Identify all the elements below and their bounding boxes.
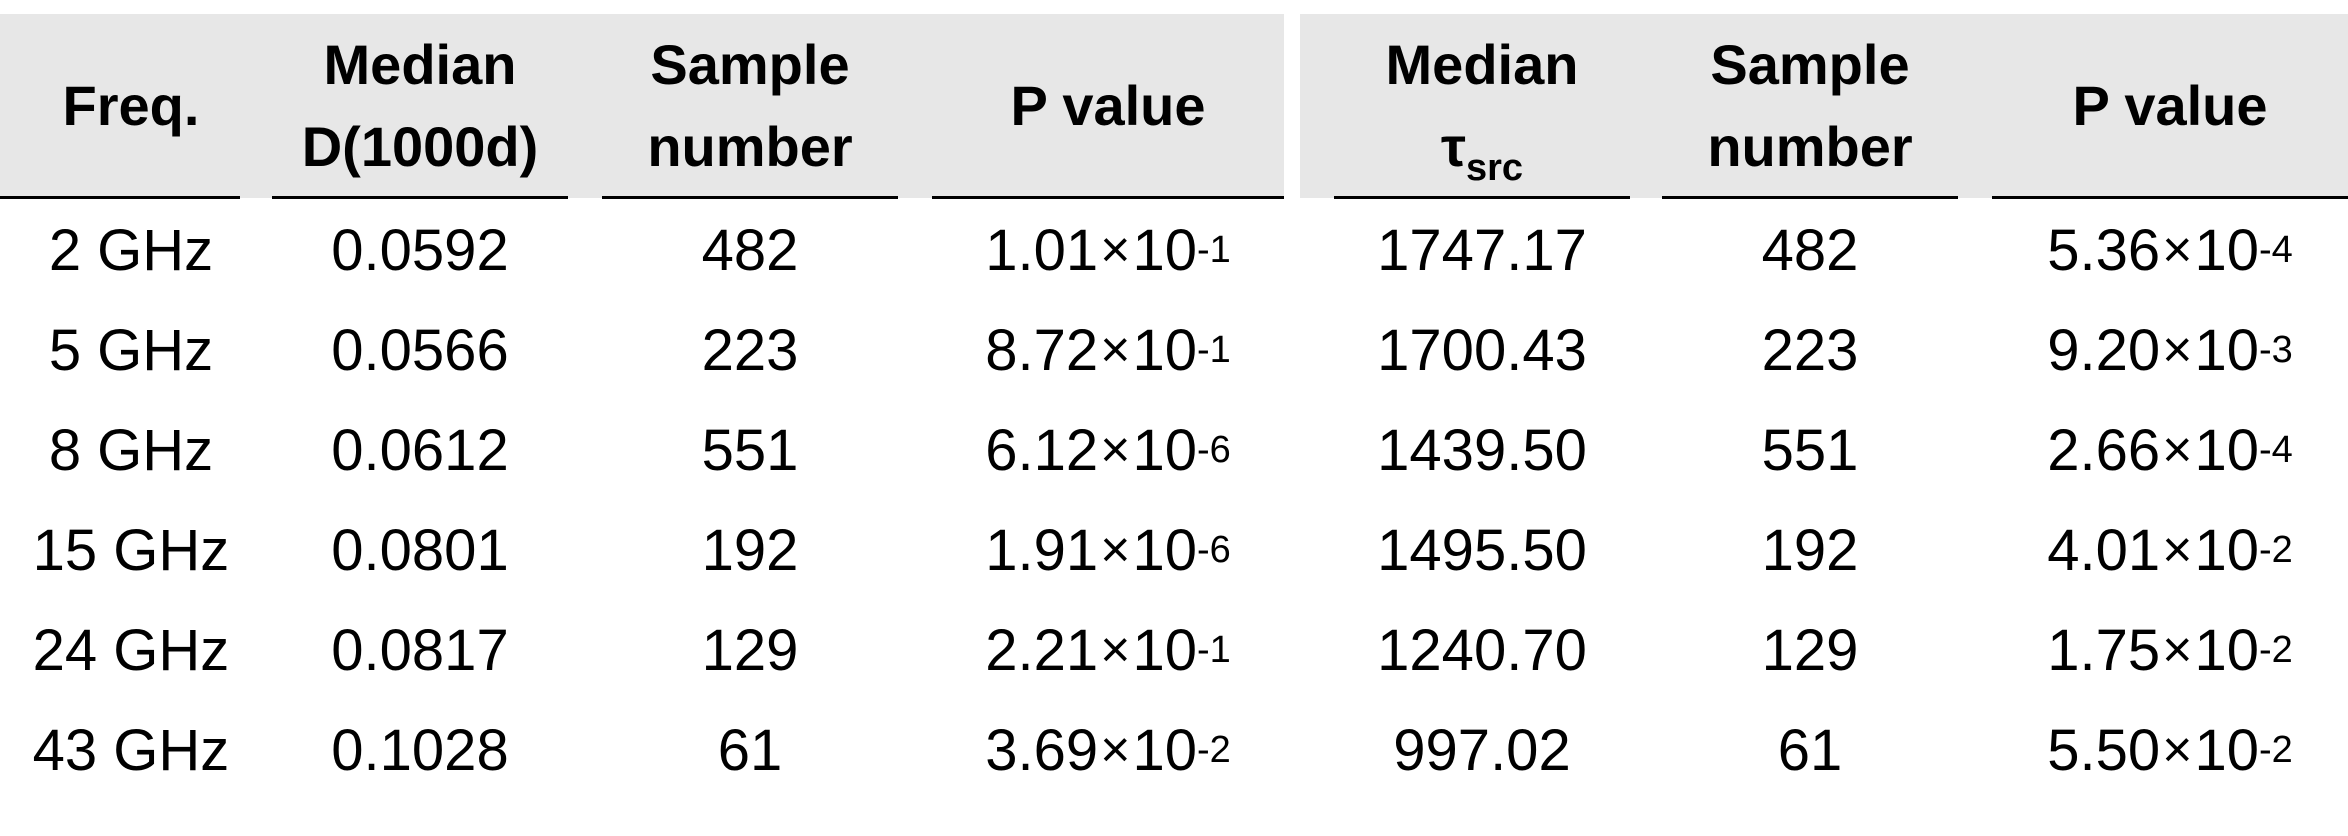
cell-p-right: 9.20 × 10 -3 — [2047, 317, 2293, 383]
cell-p-left: 2.21 × 10 -1 — [985, 617, 1231, 683]
p-mantissa: 3.69 — [985, 717, 1099, 783]
rule-sample-right — [1662, 196, 1958, 199]
header-sample-left — [602, 14, 898, 198]
cell-p-right: 5.36 × 10 -4 — [2047, 217, 2293, 283]
p-base: 10 — [2194, 217, 2259, 283]
times-sign: × — [2162, 621, 2193, 679]
times-sign: × — [1100, 321, 1131, 379]
cell-p-right: 5.50 × 10 -2 — [2047, 717, 2293, 783]
cell-sample-left: 551 — [701, 417, 799, 483]
times-sign: × — [1100, 521, 1131, 579]
times-sign: × — [1100, 221, 1131, 279]
p-mantissa: 1.91 — [985, 517, 1099, 583]
header-sample-right-line-2: number — [1707, 115, 1913, 178]
times-sign: × — [1100, 721, 1131, 779]
header-sample-right — [1662, 14, 1958, 198]
cell-median-tau: 1439.50 — [1377, 417, 1587, 483]
p-mantissa: 1.75 — [2047, 617, 2161, 683]
cell-p-right: 2.66 × 10 -4 — [2047, 417, 2293, 483]
cell-median-tau: 1747.17 — [1377, 217, 1587, 283]
cell-p-left: 8.72 × 10 -1 — [985, 317, 1231, 383]
cell-sample-left: 482 — [701, 217, 799, 283]
cell-freq: 8 GHz — [48, 417, 214, 483]
p-mantissa: 4.01 — [2047, 517, 2161, 583]
header-median-tau — [1334, 14, 1630, 198]
cell-median-d: 0.0566 — [331, 317, 509, 383]
table-row — [0, 300, 2348, 400]
cell-sample-left: 223 — [701, 317, 799, 383]
times-sign: × — [2162, 521, 2193, 579]
p-mantissa: 8.72 — [985, 317, 1099, 383]
cell-sample-left: 192 — [701, 517, 799, 583]
table-row — [0, 400, 2348, 500]
cell-median-d: 0.0592 — [331, 217, 509, 283]
cell-median-d: 0.1028 — [331, 717, 509, 783]
header-sample-right-line-1: Sample — [1710, 33, 1910, 96]
header-sample-left-line-2: number — [647, 115, 853, 178]
times-sign: × — [2162, 221, 2193, 279]
table-row — [0, 200, 2348, 300]
p-mantissa: 6.12 — [985, 417, 1099, 483]
header-median-tau-line-1: Median — [1385, 33, 1579, 96]
header-sample-left-line-1: Sample — [650, 33, 850, 96]
table-row — [0, 600, 2348, 700]
cell-median-tau: 1240.70 — [1377, 617, 1587, 683]
cell-median-tau: 1700.43 — [1377, 317, 1587, 383]
rule-sample-left — [602, 196, 898, 199]
p-base: 10 — [1132, 417, 1197, 483]
cell-sample-right: 482 — [1761, 217, 1859, 283]
p-mantissa: 5.50 — [2047, 717, 2161, 783]
p-mantissa: 2.21 — [985, 617, 1099, 683]
cell-freq: 5 GHz — [48, 317, 214, 383]
p-mantissa: 1.01 — [985, 217, 1099, 283]
rule-median-d — [272, 196, 568, 199]
cell-freq: 2 GHz — [48, 217, 214, 283]
p-base: 10 — [2194, 717, 2259, 783]
cell-p-left: 1.91 × 10 -6 — [985, 517, 1231, 583]
cell-sample-right: 551 — [1761, 417, 1859, 483]
cell-freq: 24 GHz — [32, 617, 230, 683]
cell-median-d: 0.0817 — [331, 617, 509, 683]
p-base: 10 — [1132, 217, 1197, 283]
header-median-d — [272, 14, 568, 198]
cell-median-tau: 997.02 — [1393, 717, 1571, 783]
cell-freq: 43 GHz — [32, 717, 230, 783]
header-median-d-line-2: D(1000d) — [301, 115, 539, 178]
times-sign: × — [2162, 421, 2193, 479]
header-p-right-line-1: P value — [2072, 74, 2268, 137]
p-mantissa: 5.36 — [2047, 217, 2161, 283]
cell-median-tau: 1495.50 — [1377, 517, 1587, 583]
p-base: 10 — [1132, 717, 1197, 783]
cell-sample-right: 61 — [1777, 717, 1843, 783]
cell-sample-right: 192 — [1761, 517, 1859, 583]
cell-freq: 15 GHz — [32, 517, 230, 583]
header-p-left — [932, 14, 1284, 198]
cell-sample-left: 129 — [701, 617, 799, 683]
cell-sample-left: 61 — [717, 717, 783, 783]
header-freq-line-1: Freq. — [62, 74, 200, 137]
rule-p-right — [1992, 196, 2348, 199]
header-p-left-line-1: P value — [1010, 74, 1206, 137]
cell-p-left: 6.12 × 10 -6 — [985, 417, 1231, 483]
times-sign: × — [2162, 321, 2193, 379]
rule-freq — [0, 196, 240, 199]
p-mantissa: 9.20 — [2047, 317, 2161, 383]
tau-symbol: τ — [1440, 115, 1466, 178]
cell-median-d: 0.0801 — [331, 517, 509, 583]
table-row — [0, 500, 2348, 600]
cell-p-right: 4.01 × 10 -2 — [2047, 517, 2293, 583]
p-base: 10 — [2194, 617, 2259, 683]
p-base: 10 — [2194, 317, 2259, 383]
header-median-d-line-1: Median — [323, 33, 517, 96]
cell-median-d: 0.0612 — [331, 417, 509, 483]
times-sign: × — [1100, 421, 1131, 479]
p-base: 10 — [1132, 317, 1197, 383]
p-mantissa: 2.66 — [2047, 417, 2161, 483]
header-freq — [0, 14, 262, 198]
p-base: 10 — [1132, 617, 1197, 683]
p-base: 10 — [2194, 517, 2259, 583]
cell-p-left: 3.69 × 10 -2 — [985, 717, 1231, 783]
rule-median-tau — [1334, 196, 1630, 199]
tau-subscript: src — [1465, 147, 1524, 189]
table-row — [0, 700, 2348, 800]
rule-p-left — [932, 196, 1284, 199]
header-p-right — [1992, 14, 2348, 198]
times-sign: × — [1100, 621, 1131, 679]
cell-sample-right: 223 — [1761, 317, 1859, 383]
cell-p-left: 1.01 × 10 -1 — [985, 217, 1231, 283]
cell-sample-right: 129 — [1761, 617, 1859, 683]
cell-p-right: 1.75 × 10 -2 — [2047, 617, 2293, 683]
p-base: 10 — [1132, 517, 1197, 583]
times-sign: × — [2162, 721, 2193, 779]
p-base: 10 — [2194, 417, 2259, 483]
header-median-tau-line-2 — [1441, 106, 1523, 188]
